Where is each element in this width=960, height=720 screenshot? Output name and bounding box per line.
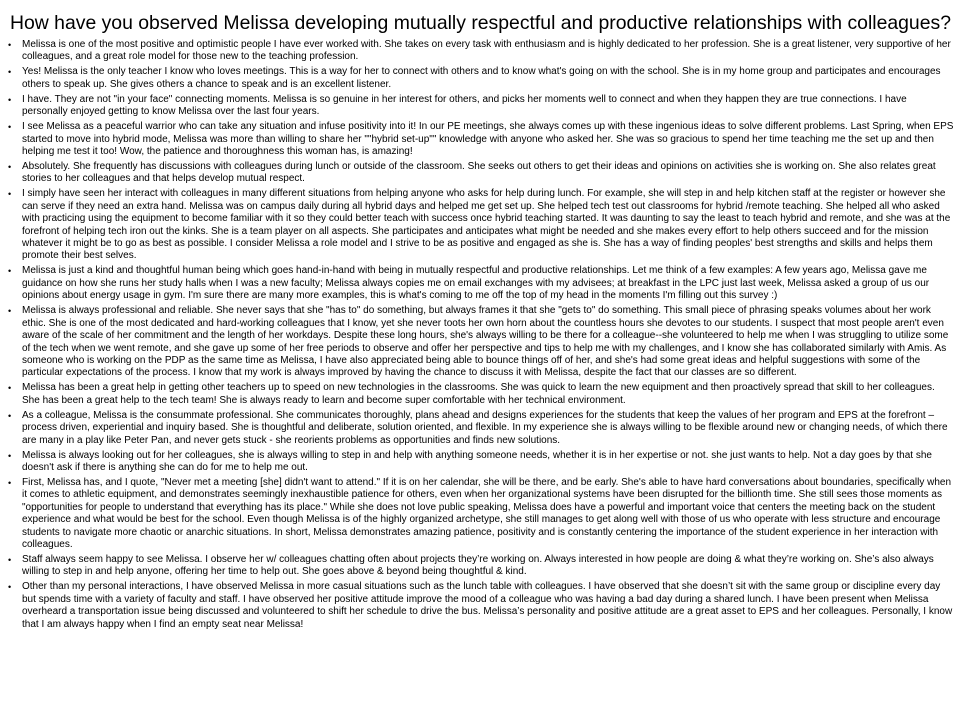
response-item [4,66,954,91]
response-item [4,39,954,64]
response-item [4,382,954,407]
response-text: Melissa is always looking out for her colleagues, she is always willing to step in and help with anything someone needs, whether it is in her expertise or not. she just wants to help. Not a day goes by that she doesn't ask if there is anything she can do for me to help me out. [22,449,932,473]
response-text: Melissa is always professional and reliable. She never says that she "has to" do something, but always frames it that she "gets to" do something. This small piece of phrasing speaks volumes about her work ethic. She is one of the most dedicated and hard-working colleagues that I know, yet she never toots her own horn about the countless hours she devotes to our students. I suspect that most people aren't even aware of the scale of her commitment and the length of her workdays. Despite these long hours, she's always willing to be there for a colleague--she volunteered to help me when I was struggling to utilize some of the tech when we went remote, and she gave up some of her free periods to observe and offer her perspective and tips to help me with my challenges, and I know she has collaborated similarly with Amis. As someone who is working on the PDP as the same time as Melissa, I have also appreciated being able to bounce things off of her, and she's had some great ideas and helpful suggestions with some of the particular expectations of the process. I know that my work is always improved by having the chance to discuss it with Melissa, despite the fact that our classes are so different. [22,305,949,379]
response-text: Melissa has been a great help in getting other teachers up to speed on new technologies in the classrooms. She was quick to learn the new equipment and then proactively spread that skill to her colleagues. She has been a great help to the tech team! She is always ready to learn and become super comfortable with her technical environment. [22,382,935,406]
response-item [4,188,954,262]
response-item [4,121,954,158]
response-text: I simply have seen her interact with colleagues in many different situations from helping anyone who asks for help during lunch. For example, she will step in and help kitchen staff at the register or however she can serve if they need an extra hand. Melissa was on campus daily during all hybrid days and helped me get set up. She helped tech test out classrooms for hybrid /remote teaching. She helped all who asked with practicing using the equipment to become familiar with it so they could better teach with success once hybrid teaching started. It was daunting to say the least to teach hybrid and remote, and she was at the forefront of helping tech iron out the kinks. She is a team player on all aspects. She participates and anticipates what might be needed and she makes every effort to help others succeed and for the mission whatever it might be to go as best as possible. I consider Melissa a role model and I strive to be as positive and engaged as she is. She has a way of finding peoples' best strengths and skills and helps them promote their best selves. [22,188,951,262]
response-text: I see Melissa as a peaceful warrior who can take any situation and infuse positivity into it! In our PE meetings, she always comes up with these ingenious ideas to solve different problems. Last Spring, when EPS started to move into hybrid mode, Melissa was more than willing to share her ""hybrid set-up"" knowledge with anyone who asked her. She was so gracious to spend her time teaching me the set up and then helping me test it too! Wow, the patience and thoroughness this woman has, is amazing! [22,121,954,158]
response-item [4,581,954,631]
response-text: Yes! Melissa is the only teacher I know who loves meetings. This is a way for her to connect with others and to know what's going on with the school. She is in my home group and participates and encourages others to speak up. She gives others a chance to speak and is an excellent listener. [22,66,941,90]
bullet-icon: • [8,162,12,173]
bullet-icon: • [8,477,12,488]
bullet-icon: • [8,450,12,461]
response-text: Melissa is just a kind and thoughtful human being which goes hand-in-hand with being in mutually respectful and productive relationships. Let me think of a few examples: A few years ago, Melissa gave me guidance on how she runs her study halls when I was a new faculty; Melissa always copies me on email exchanges with my advisees; at breakfast in the LPC just last week, Melissa asked a group of us our opinions about energy usage in gym. I'm sure there are many more examples, this is what's coming to me off the top of my head in the moments I'm filling out this survey :) [22,265,930,302]
bullet-icon: • [8,122,12,133]
response-item [4,265,954,302]
bullet-icon: • [8,94,12,105]
bullet-icon: • [8,306,12,317]
response-text: I have. They are not "in your face" connecting moments. Melissa is so genuine in her interest for others, and picks her moments well to connect and when they happen they are true connections. I have personally enjoyed getting to know Melissa over the last four years. [22,93,907,118]
response-text: Absolutely. She frequently has discussions with colleagues during lunch or outside of the classroom. She seeks out others to get their ideas and opinions on activities she is working on. She also relates great stories to her colleagues and that helps develop mutual respect. [22,161,936,185]
bullet-icon: • [8,189,12,200]
response-item [4,477,954,551]
bullet-icon: • [8,266,12,277]
bullet-icon: • [8,40,12,50]
response-item [4,410,954,447]
response-item [4,450,954,475]
response-text: First, Melissa has, and I quote, "Never met a meeting [she] didn't want to attend." If it is on her calendar, she will be there, and be early. She's able to have hard conversations about boundaries, specifically when it comes to athletic equipment, and demonstrates seemingly inexhaustible patience for others, even when her organizational systems have been disrupted for the billionth time. She still sees those moments as "opportunities for people to understand that everything has its place." While she does not love public speaking, Melissa does have a powerful and important voice that centers the meeting back on the student experience and what would be best for the school. Even though Melissa is of the highly organized archetype, she still manages to get along well with those of us who operate with less structure and encourage students to navigate more chaotic or anarchic situations. In short, Melissa demonstrates amazing patience, positivity and is constantly centering the importance of the student experience in her interaction with colleagues. [22,476,952,550]
bullet-icon: • [8,582,12,593]
response-item [4,94,954,119]
response-text: Staff always seem happy to see Melissa. I observe her w/ colleagues chatting often about projects they’re working on. Always interested in how people are doing & what they’re working on. She’s also always willing to step in and help anyone, offering her time to help out. She goes above & beyond being thoughtful & kind. [22,553,934,578]
response-item [4,305,954,379]
bullet-icon: • [8,67,12,78]
response-list [4,39,954,634]
response-item [4,161,954,186]
bullet-icon: • [8,410,12,421]
response-text: Other than my personal interactions, I have observed Melissa in more casual situations such as the lunch table with colleagues. I have observed that she doesn’t sit with the same group or discipline every day but spends time with a variety of faculty and staff. I have observed her positive attitude improve the mood of a colleague who was having a bad day during a shared lunch. I have been present when Melissa overheard a transportation issue being discussed and volunteered to shift her schedule to drive the bus. Melissa’s personality and positive attitude are a great asset to EPS and her colleagues. Personally, I know that I am always happy when I find an empty seat near Melissa! [22,581,953,630]
slide-title: How have you observed Melissa developing mutually respectful and productive relationships with colleagues? [10,12,951,34]
bullet-icon: • [8,383,12,394]
bullet-icon: • [8,554,12,565]
response-text: As a colleague, Melissa is the consummate professional. She communicates thoroughly, plans ahead and designs experiences for the students that keep the values of her program and EPS at the forefront – process driven, experiential and inquiry based. She is thoughtful and deliberate, solution oriented, and flexible. In my experience she is always willing to be flexible around new or changing needs, of which there are many in a play like Peter Pan, and never gets stuck - she reorients problems as opportunities and finds new solutions. [22,409,948,446]
response-item [4,554,954,579]
response-text: Melissa is one of the most positive and optimistic people I have ever worked with. She takes on every task with enthusiasm and is highly dedicated to her profession. She is a great listener, very supportive of her colleagues, and a great role model for those new to the teaching profession. [22,39,951,63]
